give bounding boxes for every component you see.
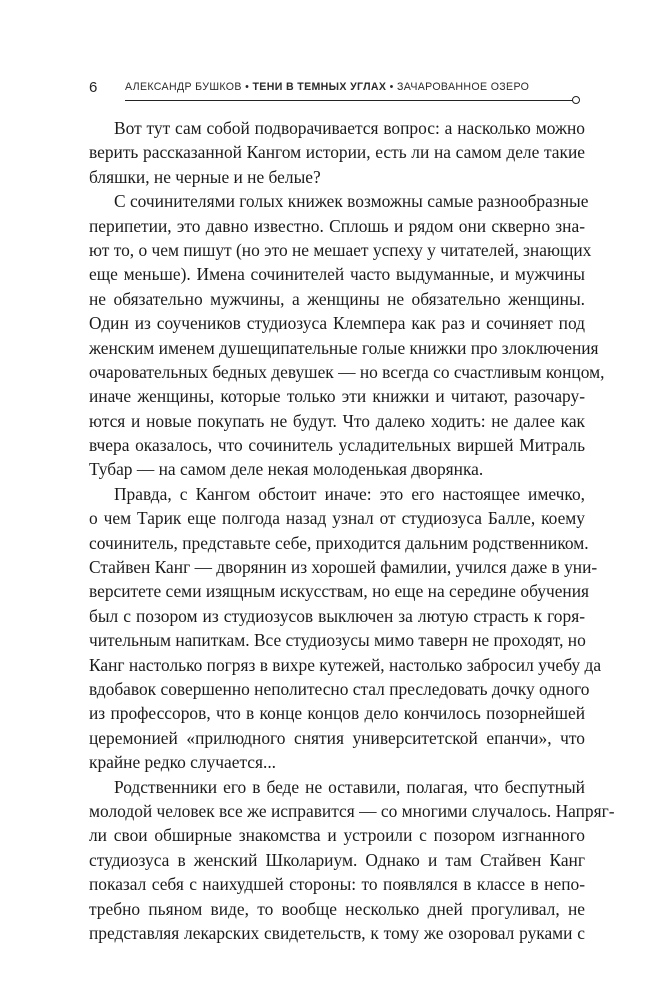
- text-line: ют то, о чем пишут (но это не мешает успеху у читателей, знающих: [89, 239, 592, 260]
- text-line: церемонией «прилюдного снятия университетской епанчи», что: [89, 727, 585, 748]
- text-line: крайне редко случается...: [89, 752, 277, 773]
- text-line: бляшки, не черные и не белые?: [89, 166, 321, 187]
- text-line: перипетии, это давно известно. Сплошь и рядом они скверно зна-: [89, 215, 585, 236]
- text-line: студиозуса в женский Школариум. Однако и там Стайвен Канг: [89, 849, 585, 870]
- header-author: АЛЕКСАНДР БУШКОВ: [125, 81, 242, 93]
- text-line: С сочинителями голых книжек возможны самые разнообразные: [114, 191, 589, 212]
- text-line: молодой человек все же исправится — со многими случалось. Напряг-: [89, 800, 615, 821]
- text-line: представляя лекарских свидетельств, к тому же озоровал руками с: [89, 922, 585, 943]
- text-line: Правда, с Кангом обстоит иначе: это его настоящее имечко,: [114, 483, 585, 504]
- text-line: не обязательно мужчины, а женщины не обязательно женщины.: [89, 288, 585, 309]
- text-line: иначе женщины, которые только эти книжки и читают, разочару-: [89, 386, 585, 407]
- page-number: 6: [89, 79, 98, 96]
- text-line: верить рассказанной Кангом истории, есть ли на самом деле такие: [89, 142, 585, 163]
- text-line: Вот тут сам собой подворачивается вопрос: а насколько можно: [114, 118, 585, 138]
- header-book-title: ТЕНИ В ТЕМНЫХ УГЛАХ: [252, 81, 387, 93]
- text-line: чительным напиткам. Все студиозусы мимо таверн не проходят, но: [89, 630, 586, 651]
- header-rule: [125, 100, 573, 101]
- text-line: вчера оказалось, что сочинитель усладительных виршей Митраль: [89, 435, 585, 456]
- text-line: очаровательных бедных девушек — но всегда со счастливым концом,: [89, 361, 605, 382]
- text-line: Канг настолько погряз в вихре кутежей, настолько забросил учебу да: [89, 654, 602, 675]
- text-line: Тубар — на самом деле некая молоденькая дворянка.: [89, 459, 484, 480]
- text-line: сочинитель, представьте себе, приходится дальним родственником.: [89, 532, 589, 553]
- body-text: [89, 116, 615, 945]
- header-chapter-title: ЗАЧАРОВАННОЕ ОЗЕРО: [396, 81, 530, 93]
- header-rule-end-dot: [572, 96, 580, 104]
- header-separator-1: •: [241, 81, 253, 93]
- text-line: показал себя с наихудшей стороны: то появлялся в классе в непо-: [89, 874, 585, 895]
- text-line: требно пьяном виде, то вообще несколько дней прогуливал, не: [89, 898, 585, 919]
- header-line: [125, 81, 529, 93]
- text-line: вдобавок совершенно неполитесно стал преследовать дочку одного: [89, 678, 590, 699]
- text-line: ются и новые покупать не будут. Что далеко ходить: не далее как: [89, 410, 585, 431]
- text-line: женским именем душещипательные голые книжки про злоключения: [89, 337, 599, 358]
- text-line: о чем Тарик еще полгода назад узнал от студиозуса Балле, коему: [89, 508, 585, 529]
- text-line: еще меньше). Имена сочинителей часто выдуманные, и мужчины: [89, 264, 585, 285]
- running-header: [89, 78, 586, 98]
- text-line: был с позором из студиозусов выключен за лютую страсть к горя-: [89, 605, 585, 626]
- header-separator-2: •: [386, 81, 397, 93]
- text-line: ли свои обширные знакомства и устроили с позором изгнанного: [89, 825, 585, 846]
- text-line: из профессоров, что в конце концов дело кончилось позорнейшей: [89, 703, 585, 724]
- text-line: Стайвен Канг — дворянин из хорошей фамилии, учился даже в уни-: [89, 557, 598, 578]
- text-line: верситете семи изящным искусствам, но еще на середине обучения: [89, 581, 590, 602]
- text-line: Один из соучеников студиозуса Клемпера как раз и сочиняет под: [89, 313, 585, 334]
- text-line: Родственники его в беде не оставили, полагая, что беспутный: [114, 776, 585, 797]
